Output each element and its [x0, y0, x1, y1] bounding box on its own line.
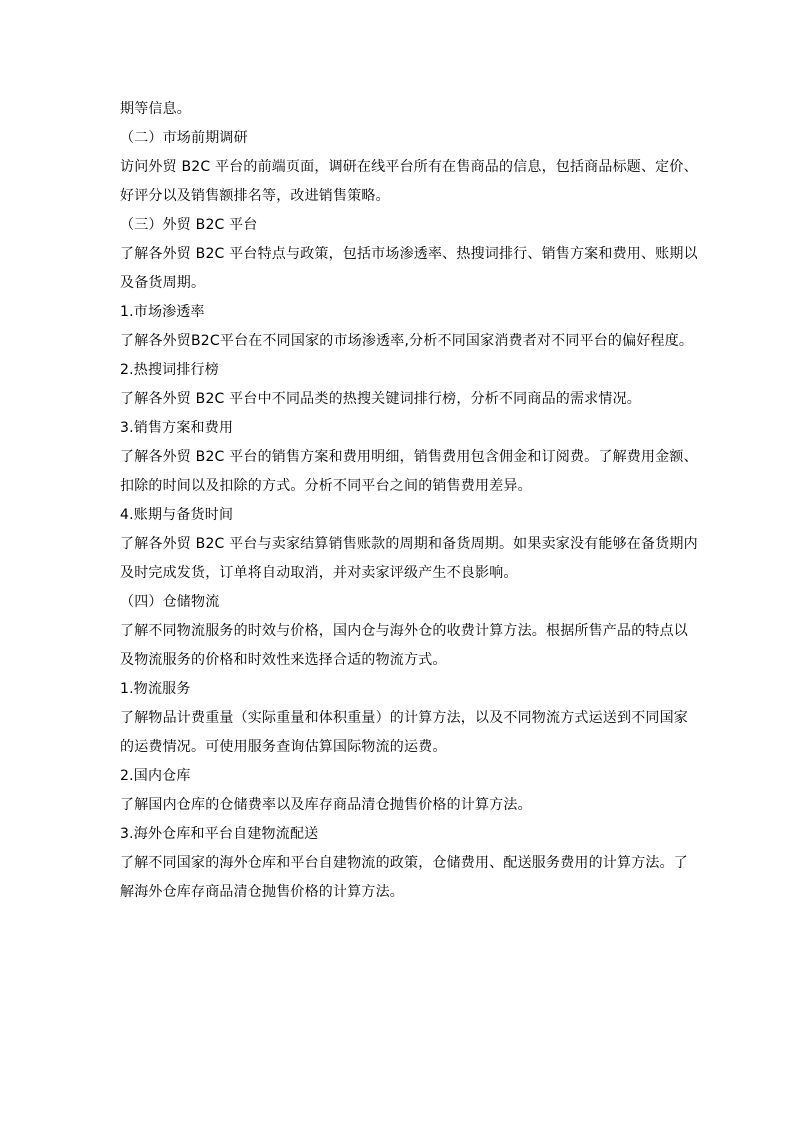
text-line: 及物流服务的价格和时效性来选择合适的物流方式。 [120, 652, 447, 668]
text-line: 解海外仓库存商品清仓抛售价格的计算方法。 [120, 884, 404, 900]
text-line: 期等信息。 [120, 101, 191, 117]
text-line: 访问外贸 B2C 平台的前端页面，调研在线平台所有在售商品的信息，包括商品标题、定价、 [120, 159, 698, 175]
text-line: 的运费情况。可使用服务查询估算国际物流的运费。 [120, 739, 447, 755]
text-line: 了解不同物流服务的时效与价格，国内仓与海外仓的收费计算方法。根据所售产品的特点以 [120, 623, 688, 639]
text-line: 了解各外贸 B2C 平台特点与政策，包括市场渗透率、热搜词排行、销售方案和费用、账期以 [120, 246, 698, 262]
text-line: 了解国内仓库的仓储费率以及库存商品清仓抛售价格的计算方法。 [120, 797, 532, 813]
subheading-logistics-service: 1.物流服务 [120, 681, 191, 697]
text-line: 好评分以及销售额排名等，改进销售策略。 [120, 188, 390, 204]
subheading-payment-period: 4.账期与备货时间 [120, 507, 234, 523]
text-line: 及时完成发货，订单将自动取消，并对卖家评级产生不良影响。 [120, 565, 518, 581]
section-heading-4: （四）仓储物流 [120, 594, 220, 610]
text-line: 了解各外贸 B2C 平台的销售方案和费用明细，销售费用包含佣金和订阅费。了解费用金额、 [120, 449, 698, 465]
subheading-market-penetration: 1.市场渗透率 [120, 304, 205, 320]
subheading-domestic-warehouse: 2.国内仓库 [120, 768, 191, 784]
section-heading-3: （三）外贸 B2C 平台 [120, 217, 258, 233]
text-line: 及备货周期。 [120, 275, 206, 291]
text-line: 了解各外贸 B2C 平台中不同品类的热搜关键词排行榜，分析不同商品的需求情况。 [120, 391, 641, 407]
text-line: 了解各外贸 B2C 平台与卖家结算销售账款的周期和备货周期。如果卖家没有能够在备货期内 [120, 536, 698, 552]
text-line: 了解不同国家的海外仓库和平台自建物流的政策，仓储费用、配送服务费用的计算方法。了 [120, 855, 688, 871]
text-line: 了解各外贸B2C平台在不同国家的市场渗透率,分析不同国家消费者对不同平台的偏好程度。 [120, 333, 694, 349]
section-heading-2: （二）市场前期调研 [120, 130, 248, 146]
subheading-hot-search: 2.热搜词排行榜 [120, 362, 219, 378]
text-line: 扣除的时间以及扣除的方式。分析不同平台之间的销售费用差异。 [120, 478, 532, 494]
document-body [120, 101, 698, 913]
subheading-sales-plan: 3.销售方案和费用 [120, 420, 234, 436]
text-line: 了解物品计费重量（实际重量和体积重量）的计算方法，以及不同物流方式运送到不同国家 [120, 710, 688, 726]
subheading-overseas-warehouse: 3.海外仓库和平台自建物流配送 [120, 826, 319, 842]
